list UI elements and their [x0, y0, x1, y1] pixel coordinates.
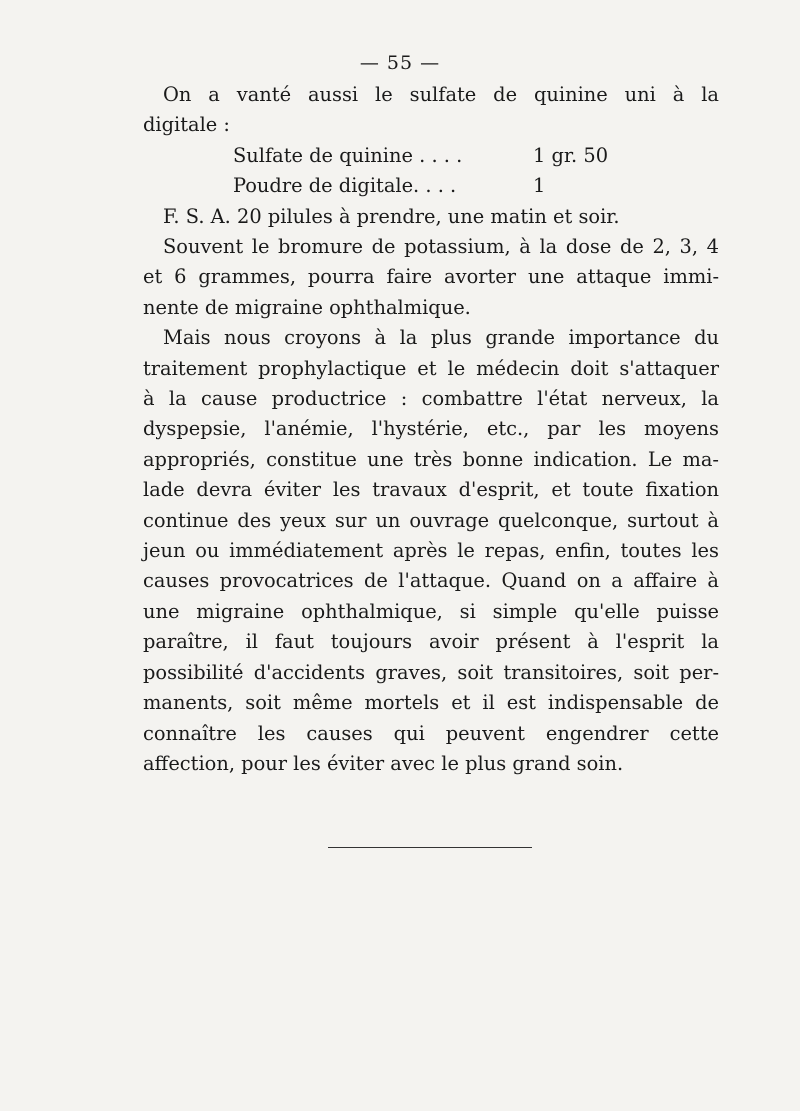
- text-line: nente de migraine ophthalmique.: [143, 295, 471, 319]
- text-line: Mais nous croyons à la plus grande importance du: [163, 326, 719, 350]
- text-line: et 6 grammes, pourra faire avorter une attaque immi-: [143, 265, 719, 289]
- text-line: appropriés, constitue une très bonne indication. Le ma-: [143, 447, 719, 471]
- text-line: jeun ou immédiatement après le repas, enfin, toutes les: [143, 539, 719, 563]
- text-line: dyspepsie, l'anémie, l'hystérie, etc., par les moyens: [143, 417, 719, 441]
- formula-quantity: 1 gr. 50: [533, 143, 609, 167]
- text-line: traitement prophylactique et le médecin doit s'attaquer: [143, 356, 719, 380]
- text-line: digitale :: [143, 113, 230, 137]
- text-line: à la cause productrice : combattre l'état nerveux, la: [143, 387, 719, 411]
- formula-row: [233, 141, 719, 171]
- prescription-line: F. S. A. 20 pilules à prendre, une matin et soir.: [163, 204, 620, 228]
- text-line: possibilité d'accidents graves, soit transitoires, soit per-: [143, 660, 719, 684]
- text-line: causes provocatrices de l'attaque. Quand on a affaire à: [143, 569, 719, 593]
- text-line: une migraine ophthalmique, si simple qu'elle puisse: [143, 599, 719, 623]
- paragraph-quinine-digitale: [143, 80, 719, 141]
- formula-row: [233, 171, 719, 201]
- page-number: — 55 —: [359, 52, 441, 74]
- text-line: connaître les causes qui peuvent engendrer cette: [143, 721, 719, 745]
- text-line: affection, pour les éviter avec le plus grand soin.: [143, 751, 624, 775]
- paragraph-traitement: [143, 323, 719, 779]
- formula-list: [143, 141, 719, 202]
- text-line: paraître, il faut toujours avoir présent à l'esprit la: [143, 630, 719, 654]
- section-divider: [328, 847, 532, 848]
- paragraph-bromure: [143, 232, 719, 323]
- text-line: manents, soit même mortels et il est indispensable de: [143, 691, 719, 715]
- formula-ingredient: Poudre de digitale. . . .: [233, 174, 457, 198]
- formula-quantity: 1: [533, 174, 546, 198]
- body-text: [143, 80, 719, 779]
- text-line: On a vanté aussi le sulfate de quinine uni à la: [163, 83, 719, 106]
- text-line: continue des yeux sur un ouvrage quelconque, surtout à: [143, 508, 719, 532]
- text-line: Souvent le bromure de potassium, à la dose de 2, 3, 4: [163, 235, 719, 258]
- formula-ingredient: Sulfate de quinine . . . .: [233, 143, 463, 167]
- text-line: lade devra éviter les travaux d'esprit, et toute fixation: [143, 478, 719, 502]
